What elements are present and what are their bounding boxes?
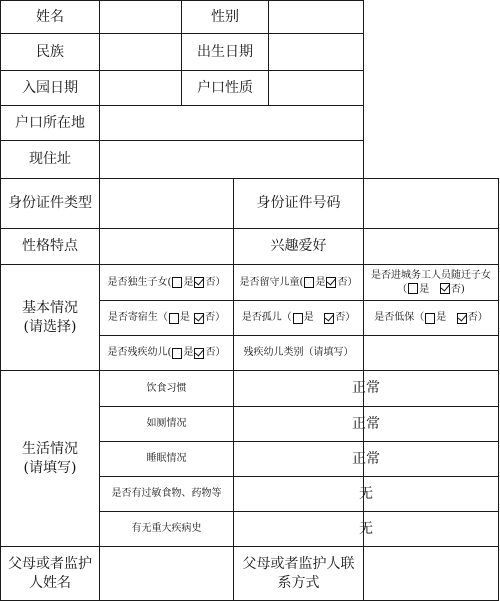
disabled-child-text: 是否残疾幼儿(: [107, 347, 172, 359]
left-behind-text: 是否留守儿童(: [239, 276, 304, 288]
low-income-text: 是否低保（: [374, 312, 425, 324]
basic-info-label: 基本情况 (请选择): [22, 299, 78, 335]
life-row-value[interactable]: 正常: [352, 415, 380, 432]
paren: ): [460, 283, 465, 295]
migrant-child-text: 是否进城务工人员随迁子女: [371, 270, 491, 281]
current-address-field[interactable]: [100, 141, 363, 178]
yes-label: 是: [303, 312, 314, 324]
no-label: 否: [337, 276, 348, 288]
boarding-question: [100, 301, 233, 335]
paren: ）: [477, 312, 488, 324]
name-label: 姓名: [36, 8, 64, 25]
guardian-name-field[interactable]: [100, 547, 233, 600]
disabled-child-question: [100, 336, 233, 370]
left-behind-question: [234, 265, 363, 300]
yes-label: 是: [436, 312, 447, 324]
enroll-date-label: 入园日期: [22, 79, 78, 96]
guardian-contact-label: 父母或者监护人联 系方式: [242, 555, 355, 591]
left-behind-no-checkbox[interactable]: [326, 277, 336, 288]
id-type-field[interactable]: [100, 179, 233, 228]
ethnicity-field[interactable]: [100, 34, 181, 70]
hukou-location-field[interactable]: [100, 106, 363, 140]
ethnicity-label: 民族: [36, 43, 64, 60]
gender-field[interactable]: [269, 1, 363, 33]
life-row-label: 如厕情况: [146, 418, 187, 430]
boarding-text: 是否寄宿生（: [107, 312, 168, 324]
life-row-label: 睡眠情况: [146, 453, 187, 465]
only-child-question: [100, 265, 233, 300]
name-field[interactable]: [100, 1, 181, 33]
photo-area: [364, 1, 498, 178]
low-income-question: [364, 301, 498, 335]
hobbies-field[interactable]: [364, 229, 498, 264]
paren: （: [397, 283, 408, 295]
only-child-no-checkbox[interactable]: [194, 277, 204, 288]
life-row-value[interactable]: 正常: [352, 450, 380, 467]
only-child-text: 是否独生子女(: [107, 276, 172, 288]
disabled-child-yes-checkbox[interactable]: [172, 348, 182, 359]
orphan-question: [234, 301, 363, 335]
id-type-label: 身份证件类型: [8, 195, 92, 212]
enroll-date-field[interactable]: [100, 71, 181, 105]
migrant-child-yes-checkbox[interactable]: [408, 283, 418, 294]
life-row-label: 饮食习惯: [146, 382, 187, 394]
boarding-yes-checkbox[interactable]: [169, 313, 179, 324]
no-label: 否: [205, 312, 216, 324]
life-row-label: 有无重大疾病史: [131, 523, 202, 535]
no-label: 否: [335, 312, 346, 324]
paren: ）: [347, 276, 358, 288]
yes-label: 是: [183, 347, 194, 359]
hukou-type-label: 户口性质: [197, 79, 253, 96]
no-label: 否: [205, 347, 216, 359]
birth-date-label: 出生日期: [197, 43, 253, 60]
left-behind-yes-checkbox[interactable]: [304, 277, 314, 288]
yes-label: 是: [179, 312, 190, 324]
low-income-yes-checkbox[interactable]: [425, 313, 435, 324]
hukou-type-field[interactable]: [269, 71, 363, 105]
migrant-child-question: [364, 265, 498, 300]
hobbies-label: 兴趣爱好: [270, 238, 327, 255]
paren: ）: [345, 312, 356, 324]
gender-label: 性别: [211, 8, 239, 25]
id-number-field[interactable]: [364, 179, 498, 228]
guardian-name-label: 父母或者监护 人姓名: [8, 555, 92, 591]
guardian-contact-field[interactable]: [364, 547, 498, 600]
paren: ）: [215, 312, 226, 324]
life-row-value[interactable]: 正常: [352, 380, 380, 397]
low-income-no-checkbox[interactable]: [457, 313, 467, 324]
no-label: 否: [450, 283, 461, 295]
paren: ）: [215, 276, 226, 288]
orphan-no-checkbox[interactable]: [324, 313, 334, 324]
migrant-child-no-checkbox[interactable]: [440, 283, 450, 294]
orphan-yes-checkbox[interactable]: [293, 313, 303, 324]
yes-label: 是: [183, 276, 194, 288]
only-child-yes-checkbox[interactable]: [172, 277, 182, 288]
life-row-value[interactable]: 无: [359, 485, 373, 502]
disabled-child-no-checkbox[interactable]: [194, 348, 204, 359]
boarding-no-checkbox[interactable]: [194, 313, 204, 324]
birth-date-field[interactable]: [269, 34, 363, 70]
yes-label: 是: [315, 276, 326, 288]
no-label: 否: [467, 312, 478, 324]
life-row-value[interactable]: 无: [359, 520, 373, 537]
id-number-label: 身份证件号码: [256, 195, 341, 212]
life-row-label: 是否有过敏食物、药物等: [111, 488, 222, 500]
no-label: 否: [205, 276, 216, 288]
hukou-location-label: 户口所在地: [15, 114, 85, 131]
orphan-text: 是否孤儿（: [241, 312, 292, 324]
disability-type-field[interactable]: [364, 336, 498, 370]
yes-label: 是: [419, 283, 430, 295]
disability-type-label: 残疾幼儿类别（请填写）: [243, 347, 354, 359]
personality-field[interactable]: [100, 229, 233, 264]
life-info-label: 生活情况 (请填写): [22, 440, 78, 476]
current-address-label: 现住址: [29, 151, 71, 168]
paren: ）: [215, 347, 226, 359]
personality-label: 性格特点: [22, 238, 78, 255]
